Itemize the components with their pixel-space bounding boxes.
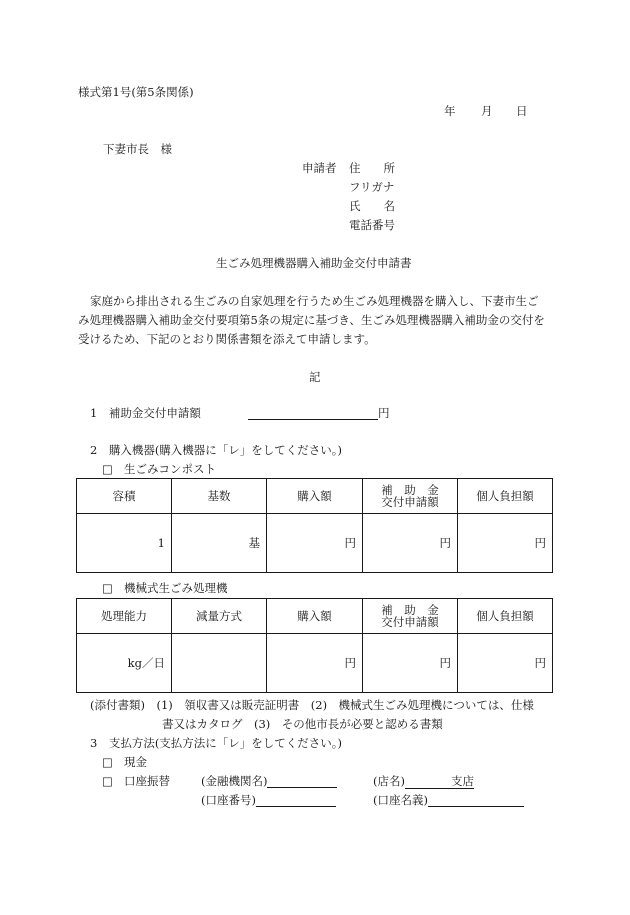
compost-header-units: 基数 [172, 479, 267, 514]
compost-data-row [77, 514, 553, 573]
item2-label: 2 購入機器(購入機器に「レ」をしてください。) [90, 443, 343, 457]
account-name-field [373, 793, 524, 807]
machine-cell-method[interactable] [172, 634, 267, 693]
applicant-label: 申請者 [302, 161, 337, 175]
form-number: 様式第1号(第5条関係) [78, 85, 194, 99]
compost-header-purchase: 購入額 [267, 479, 363, 514]
machine-cell-subsidy[interactable]: 円 [363, 634, 458, 693]
branch-field [373, 774, 474, 789]
body-line-3: 受けるため、下記のとおり関係書類を添えて申請します。 [78, 332, 376, 346]
compost-header-personal: 個人負担額 [458, 479, 553, 514]
document-title: 生ごみ処理機器購入補助金交付申請書 [216, 256, 412, 270]
date-month: 月 [481, 104, 493, 118]
applicant-address: 住 所 [349, 161, 395, 175]
compost-cell-personal[interactable]: 円 [458, 514, 553, 573]
attachments-line-2: 書又はカタログ (3) その他市長が必要と認める書類 [162, 717, 443, 731]
addressee: 下妻市長 様 [103, 142, 172, 156]
account-name-label: (口座名義) [373, 793, 428, 807]
machine-checkbox[interactable]: □ [102, 581, 113, 595]
machine-header-subsidy-1: 補 助 金 [381, 603, 439, 617]
account-number-field [201, 793, 336, 807]
machine-cell-capacity[interactable]: kg／日 [77, 634, 172, 693]
compost-header-row [77, 479, 553, 514]
compost-header-volume: 容積 [77, 479, 172, 514]
attachments-line-1: (添付書類) (1) 領収書又は販売証明書 (2) 機械式生ごみ処理機については、仕様 [90, 698, 534, 712]
item1-amount-line [248, 406, 390, 420]
bank-field [201, 774, 337, 788]
compost-cell-units[interactable]: 基 [172, 514, 267, 573]
cash-checkbox[interactable]: □ [102, 755, 113, 769]
machine-header-purchase: 購入額 [267, 599, 363, 634]
bank-input-line[interactable] [267, 774, 337, 788]
transfer-checkbox[interactable]: □ [102, 774, 113, 788]
machine-header-capacity: 処理能力 [77, 599, 172, 634]
compost-checkbox[interactable]: □ [102, 462, 113, 476]
compost-cell-volume[interactable]: 1 [77, 514, 172, 573]
compost-header-subsidy-2: 交付申請額 [381, 495, 439, 509]
compost-header-subsidy [363, 479, 458, 514]
branch-input-line[interactable] [405, 775, 451, 789]
machine-header-personal: 個人負担額 [458, 599, 553, 634]
item1-unit: 円 [378, 406, 390, 420]
compost-table [76, 478, 553, 573]
machine-cell-purchase[interactable]: 円 [267, 634, 363, 693]
branch-label: (店名) [373, 774, 405, 788]
compost-header-subsidy-1: 補 助 金 [381, 483, 439, 497]
applicant-phone: 電話番号 [349, 218, 395, 232]
body-line-1: 家庭から排出される生ごみの自家処理を行うため生ごみ処理機器を購入し、下妻市生ご [90, 294, 539, 308]
account-number-label: (口座番号) [201, 793, 256, 807]
applicant-furigana: フリガナ [349, 180, 395, 194]
item3-label: 3 支払方法(支払方法に「レ」をしてください。) [90, 736, 343, 750]
machine-cell-personal[interactable]: 円 [458, 634, 553, 693]
date-day: 日 [516, 104, 528, 118]
cash-label: 現金 [124, 755, 147, 769]
branch-suffix: 支店 [450, 774, 474, 788]
machine-table [76, 598, 553, 693]
account-number-input-line[interactable] [256, 793, 336, 807]
bank-label: (金融機関名) [201, 774, 268, 788]
compost-cell-subsidy[interactable]: 円 [363, 514, 458, 573]
transfer-label: 口座振替 [124, 774, 170, 788]
applicant-name: 氏 名 [349, 199, 395, 213]
account-name-input-line[interactable] [428, 793, 524, 807]
machine-header-method: 減量方式 [172, 599, 267, 634]
ki-heading: 記 [309, 370, 321, 384]
machine-header-subsidy-2: 交付申請額 [381, 615, 439, 629]
machine-label: 機械式生ごみ処理機 [124, 581, 228, 595]
date-year: 年 [444, 104, 456, 118]
machine-header-subsidy [363, 599, 458, 634]
machine-data-row [77, 634, 553, 693]
compost-cell-purchase[interactable]: 円 [267, 514, 363, 573]
item1-amount-underline [248, 406, 378, 420]
machine-header-row [77, 599, 553, 634]
body-line-2: み処理機器購入補助金交付要項第5条の規定に基づき、生ごみ処理機器購入補助金の交付を [78, 313, 545, 327]
item1-label: 1 補助金交付申請額 [90, 406, 201, 420]
compost-label: 生ごみコンポスト [124, 462, 216, 476]
